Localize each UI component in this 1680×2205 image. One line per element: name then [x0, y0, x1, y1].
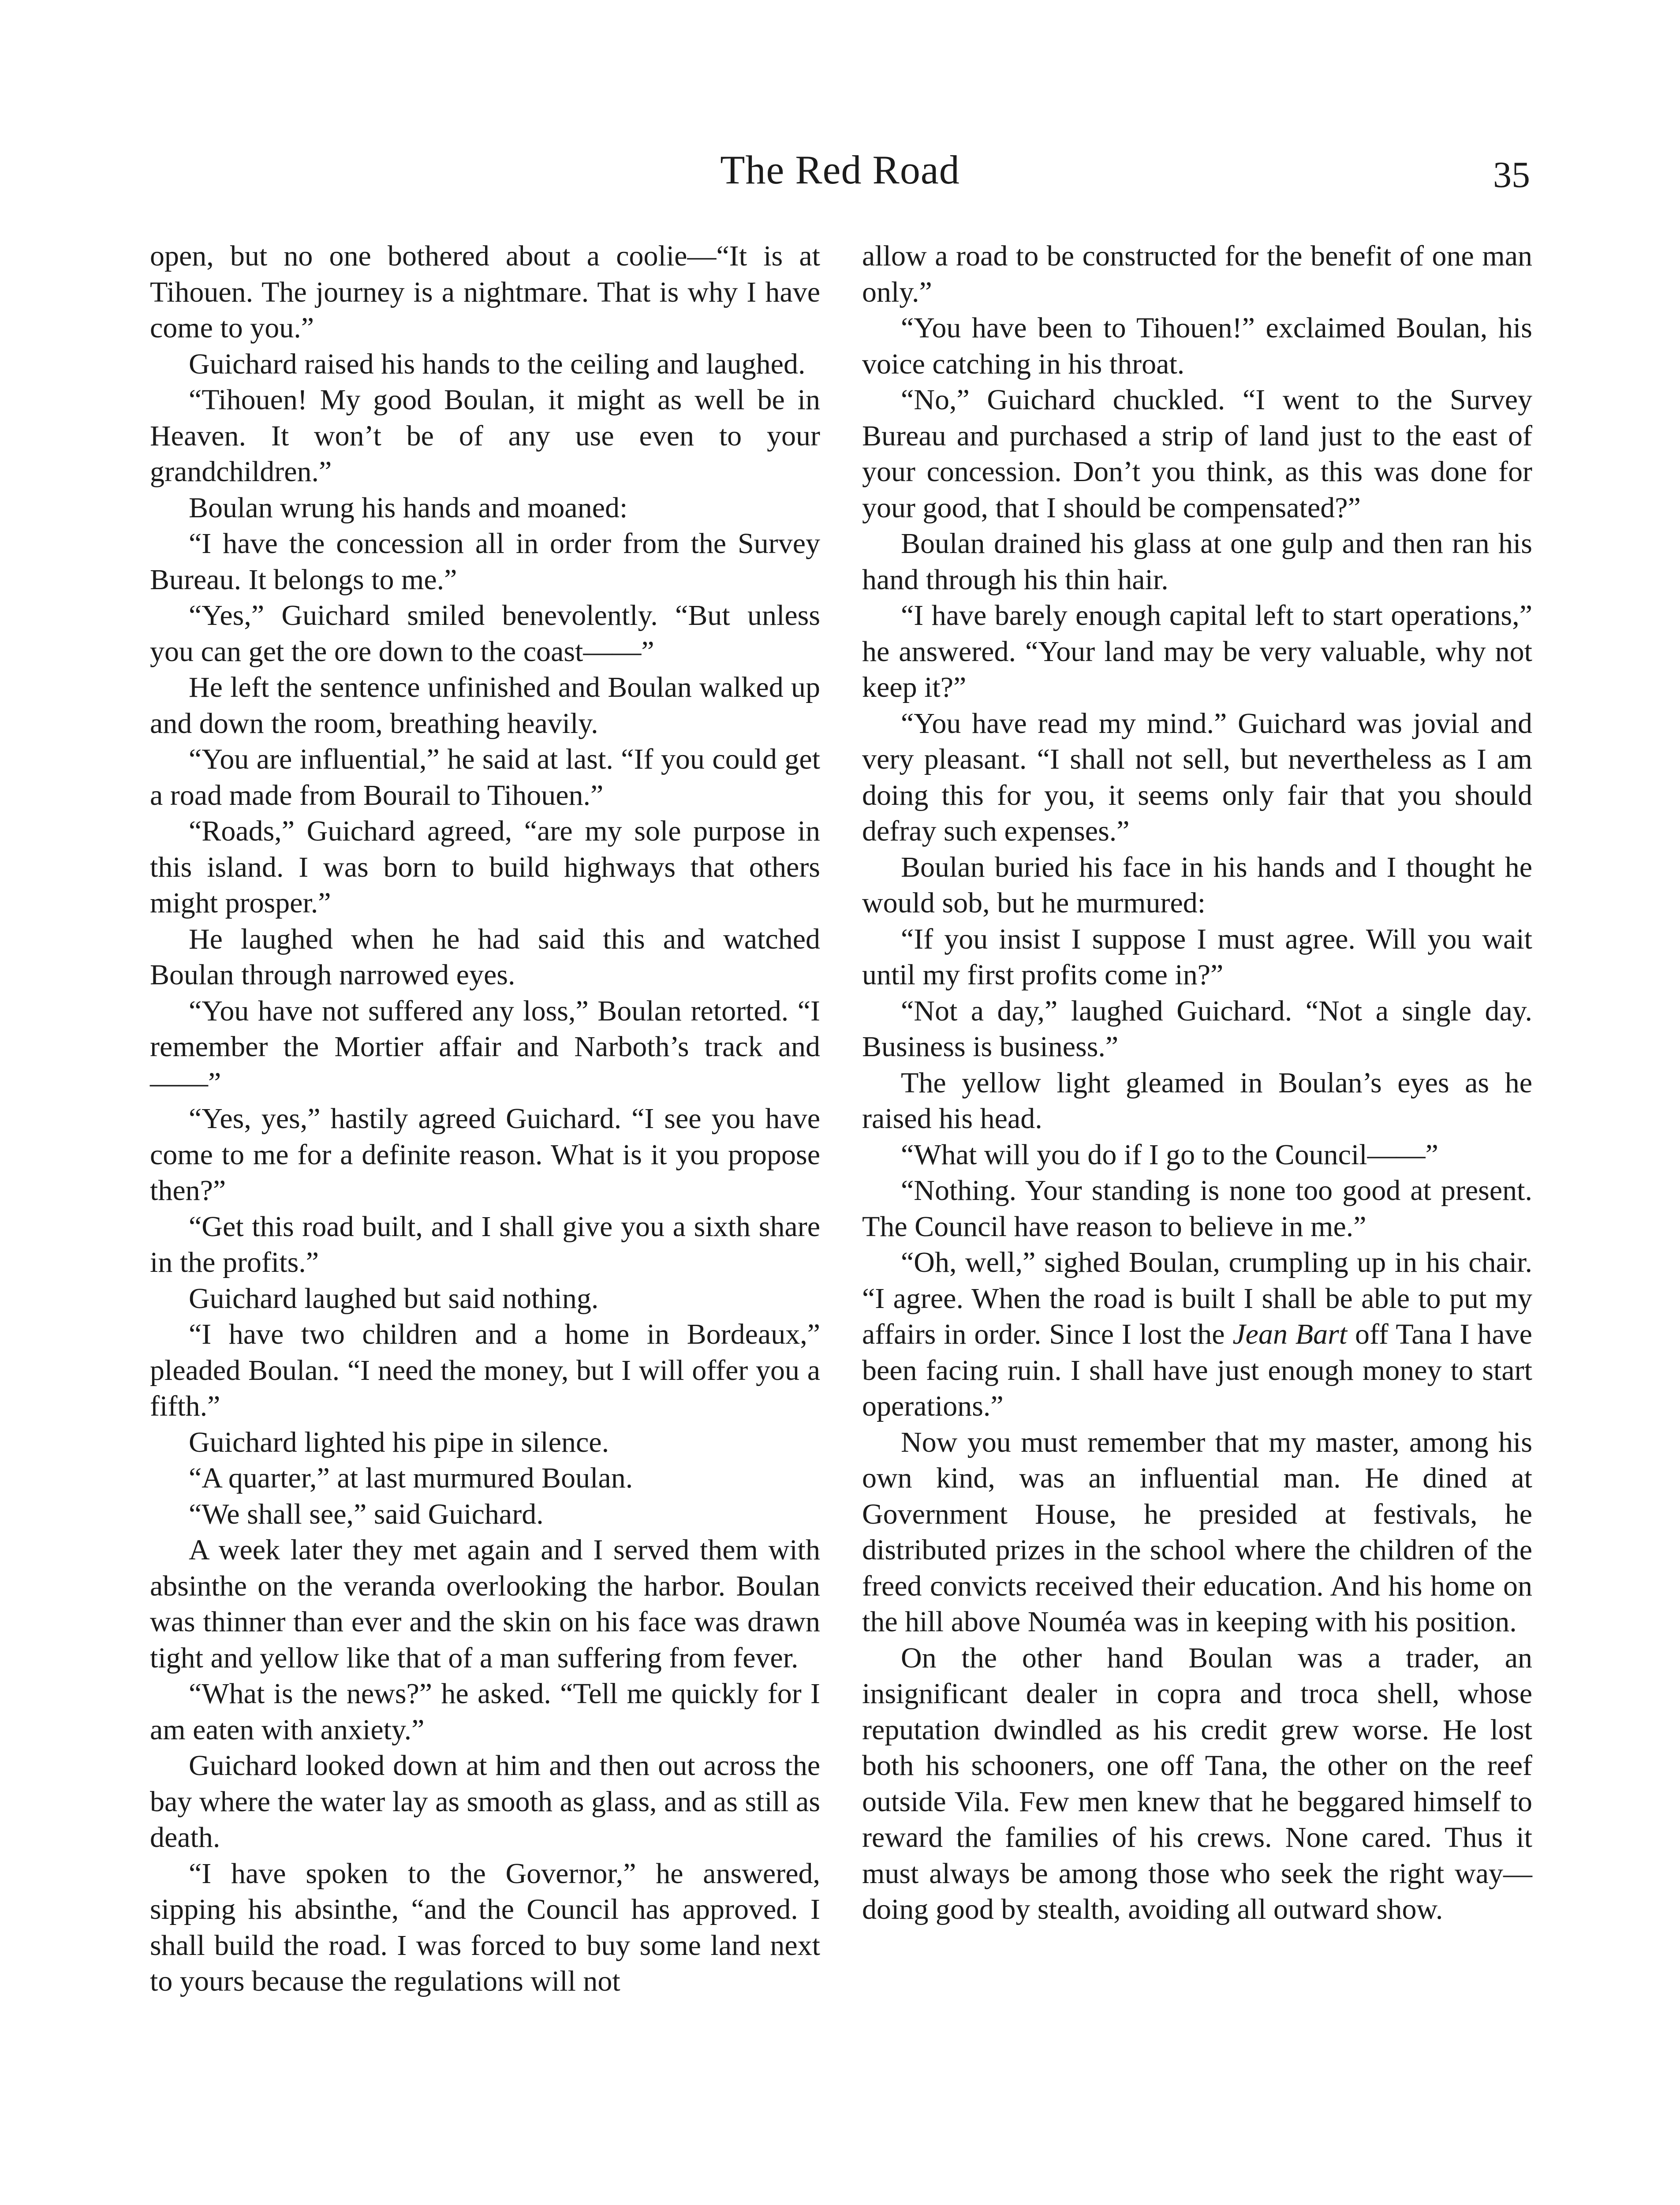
paragraph: “You have not suffered any loss,” Boulan retorted. “I remember the Mortier affair and Narboth’s track and——” — [150, 994, 820, 1099]
paragraph: On the other hand Boulan was a trader, an insignificant dealer in copra and troca shell, whose reputation dwindled as his credit grew worse. He lost both his schooners, one off Tana, the other on the reef outside Vila. Few men knew that he beggared himself to reward the families of his crews. None cared. Thus it must always be among those who seek the right way—doing good by stealth, avoiding all outward show. — [862, 1641, 1532, 1925]
paragraph: Boulan drained his glass at one gulp and then ran his hand through his thin hair. — [862, 527, 1532, 596]
paragraph: Boulan buried his face in his hands and I thought he would sob, but he murmured: — [862, 851, 1532, 919]
paragraph: open, but no one bothered about a coolie—“It is at Tihouen. The journey is a nightmare. That is why I have come to you.” — [150, 240, 820, 344]
paragraph: “A quarter,” at last murmured Boulan. — [189, 1462, 633, 1494]
paragraph-text: “Oh, well,” sighed Boulan, crumpling up in his chair. “I agree. When the road is built I shall be able to put my affairs in order. Since I lost the — [862, 1246, 1532, 1350]
paragraph: “Get this road built, and I shall give you a sixth share in the profits.” — [150, 1210, 820, 1278]
paragraph: “I have two children and a home in Bordeaux,” pleaded Boulan. “I need the money, but I will offer you a fifth.” — [150, 1318, 820, 1422]
paragraph: Guichard raised his hands to the ceiling and laughed. — [189, 348, 806, 380]
paragraph: A week later they met again and I served them with absinthe on the veranda overlooking the harbor. Boulan was thinner than ever and the skin on his face was drawn tight and yellow like that of a man suffering from fever. — [150, 1534, 820, 1674]
paragraph: Boulan wrung his hands and moaned: — [189, 491, 628, 524]
paragraph: Guichard laughed but said nothing. — [189, 1282, 599, 1315]
paragraph: “What is the news?” he asked. “Tell me quickly for I am eaten with anxiety.” — [150, 1678, 820, 1746]
paragraph: “You have read my mind.” Guichard was jovial and very pleasant. “I shall not sell, but nevertheless as I am doing this for you, it seems only fair that you should defray such expenses.” — [862, 707, 1532, 847]
paragraph: Now you must remember that my master, among his own kind, was an influential man. He dined at Government House, he presided at festivals, he distributed prizes in the school where the children of the freed convicts received their education. And his home on the hill above Nouméa was in keeping with his position. — [862, 1426, 1532, 1638]
paragraph: The yellow light gleamed in Boulan’s eyes as he raised his head. — [862, 1066, 1532, 1135]
left-column — [150, 238, 820, 1999]
paragraph: “I have barely enough capital left to start operations,” he answered. “Your land may be very valuable, why not keep it?” — [862, 599, 1532, 703]
paragraph-with-ship-name — [862, 1245, 1532, 1424]
paragraph: “You have been to Tihouen!” exclaimed Boulan, his voice catching in his throat. — [862, 312, 1532, 380]
paragraph: “If you insist I suppose I must agree. Will you wait until my first profits come in?” — [862, 923, 1532, 991]
paragraph: “Not a day,” laughed Guichard. “Not a single day. Business is business.” — [862, 994, 1532, 1063]
paragraph: “Roads,” Guichard agreed, “are my sole purpose in this island. I was born to build highways that others might prosper.” — [150, 815, 820, 919]
paragraph: “Yes, yes,” hastily agreed Guichard. “I see you have come to me for a definite reason. What is it you propose then?” — [150, 1102, 820, 1207]
paragraph: “I have spoken to the Governor,” he answered, sipping his absinthe, “and the Council has approved. I shall build the road. I was forced to buy some land next to yours because the regulations will not — [150, 1857, 820, 1997]
paragraph: Guichard lighted his pipe in silence. — [189, 1426, 609, 1458]
paragraph: “Nothing. Your standing is none too good at present. The Council have reason to believe in me.” — [862, 1174, 1532, 1243]
paragraph: He laughed when he had said this and watched Boulan through narrowed eyes. — [150, 923, 820, 991]
paragraph: allow a road to be constructed for the benefit of one man only.” — [862, 240, 1532, 308]
paragraph: “You are influential,” he said at last. “If you could get a road made from Bourail to Tihouen.” — [150, 743, 820, 811]
paragraph: “Tihouen! My good Boulan, it might as well be in Heaven. It won’t be of any use even to your grandchildren.” — [150, 384, 820, 488]
ship-name: Jean Bart — [1232, 1318, 1348, 1350]
page-header — [150, 141, 1530, 198]
paragraph: He left the sentence unfinished and Boulan walked up and down the room, breathing heavily. — [150, 671, 820, 740]
paragraph: “I have the concession all in order from the Survey Bureau. It belongs to me.” — [150, 527, 820, 596]
paragraph: “Yes,” Guichard smiled benevolently. “But unless you can get the ore down to the coast——” — [150, 599, 820, 668]
paragraph: Guichard looked down at him and then out across the bay where the water lay as smooth as glass, and as still as death. — [150, 1749, 820, 1854]
paragraph: “We shall see,” said Guichard. — [189, 1498, 544, 1530]
paragraph: “No,” Guichard chuckled. “I went to the Survey Bureau and purchased a strip of land just to the east of your concession. Don’t you think, as this was done for your good, that I should be compensated?” — [862, 384, 1532, 524]
page-number: 35 — [1493, 154, 1530, 195]
right-column — [862, 238, 1532, 1928]
paragraph: “What will you do if I go to the Council——” — [901, 1138, 1438, 1171]
running-title: The Red Road — [720, 147, 960, 192]
paragraph-text: off Tana I have been facing ruin. I shall have just enough money to start operations.” — [862, 1318, 1532, 1422]
